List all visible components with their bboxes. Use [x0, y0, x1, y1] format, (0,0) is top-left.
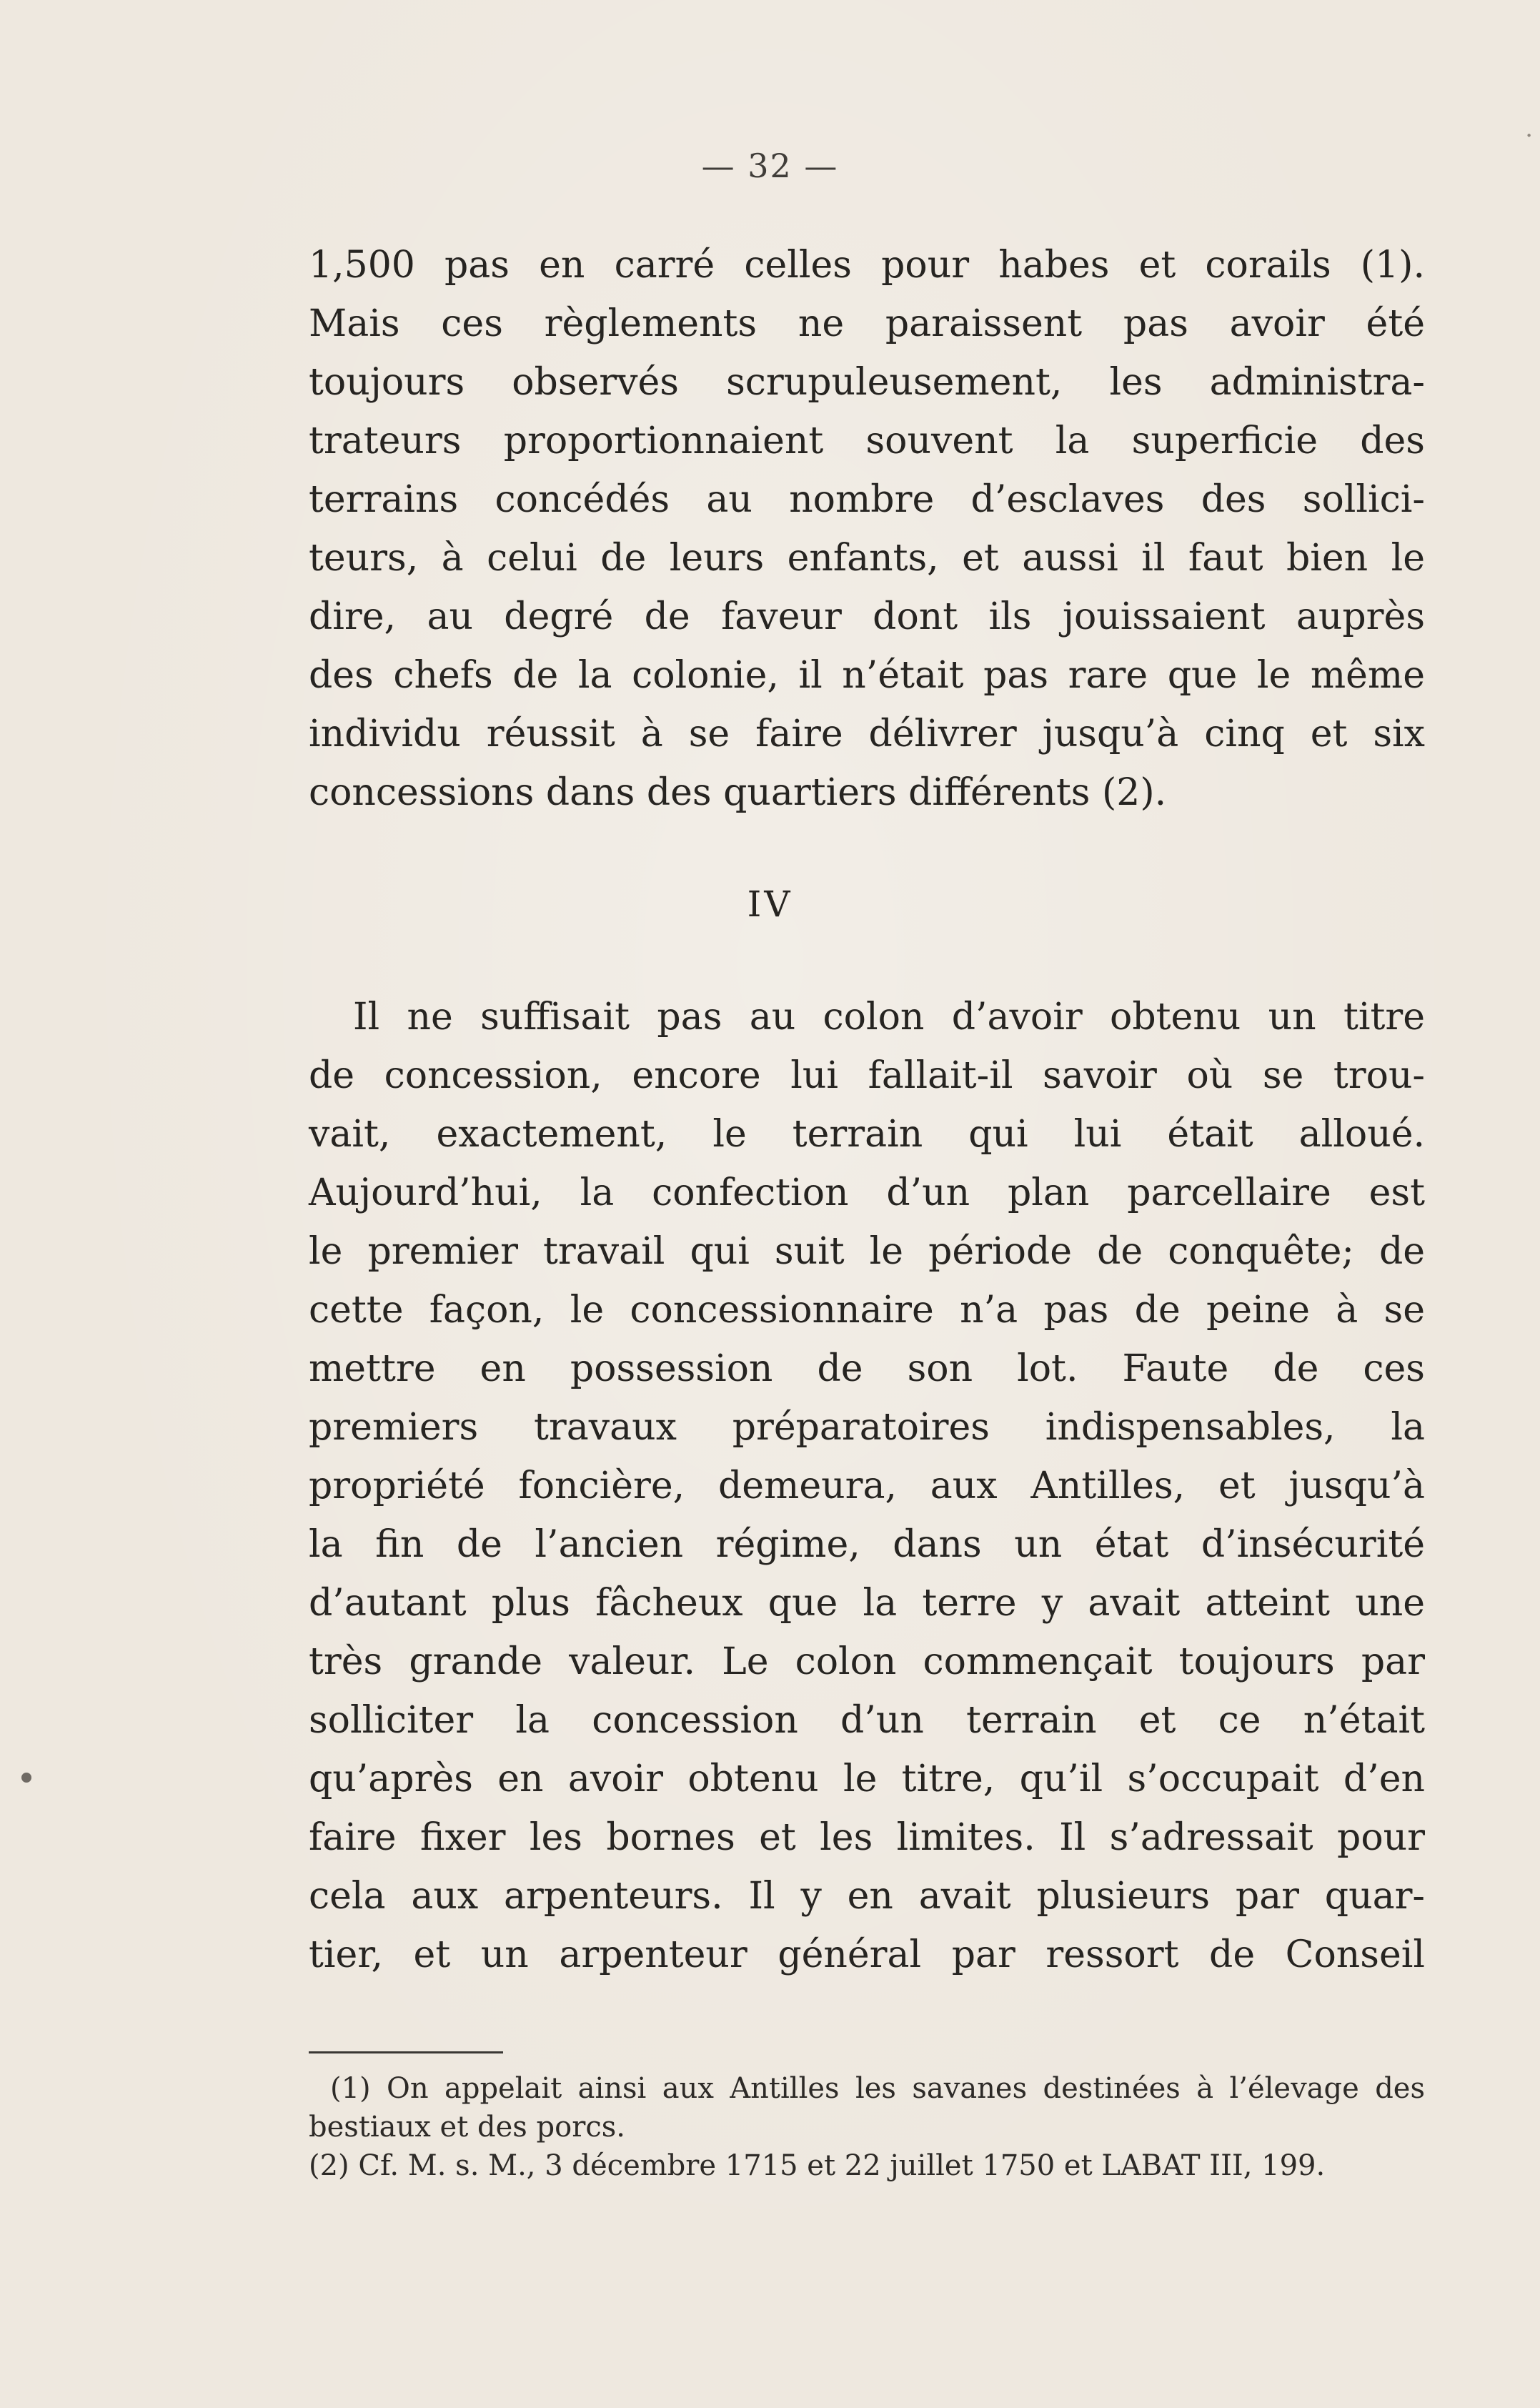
paragraph-2-line: faire fixer les bornes et les limites. Il s’adressait pour	[309, 1816, 1425, 1859]
paragraph-2	[309, 988, 1425, 1984]
footnote-line: (2) Cf. M. s. M., 3 décembre 1715 et 22 juillet 1750 et LABAT III, 199.	[309, 2149, 1326, 2182]
paragraph-2-line: mettre en possession de son lot. Faute de ces	[309, 1347, 1425, 1390]
margin-ink-dot	[21, 1773, 31, 1783]
paragraph-2-line: cette façon, le concessionnaire n’a pas de peine à se	[309, 1289, 1425, 1332]
footnotes	[309, 2069, 1425, 2185]
page-number: — 32 —	[701, 147, 839, 185]
paragraph-1-line: 1,500 pas en carré celles pour habes et corails (1).	[309, 244, 1425, 287]
paragraph-1-line: toujours observés scrupuleusement, les administra-	[309, 361, 1425, 404]
paragraph-2-line: qu’après en avoir obtenu le titre, qu’il s’occupait d’en	[309, 1758, 1425, 1800]
paragraph-1-line: trateurs proportionnaient souvent la superficie des	[309, 420, 1425, 462]
paragraph-2-line: d’autant plus fâcheux que la terre y avait atteint une	[309, 1582, 1425, 1625]
paragraph-1-line: concessions dans des quartiers différents (2).	[309, 771, 1167, 814]
footnote-1	[309, 2069, 1425, 2146]
paragraph-2-line: premiers travaux préparatoires indispensables, la	[309, 1406, 1425, 1449]
paragraph-1-line: Mais ces règlements ne paraissent pas avoir été	[309, 302, 1425, 345]
section-heading: IV	[747, 883, 793, 925]
paragraph-1-line: dire, au degré de faveur dont ils jouissaient auprès	[309, 595, 1425, 638]
footnote-line: (1) On appelait ainsi aux Antilles les savanes destinées à l’élevage des	[330, 2072, 1425, 2105]
paragraph-2-line: solliciter la concession d’un terrain et ce n’était	[309, 1699, 1425, 1742]
paragraph-2-line: le premier travail qui suit le période de conquête; de	[309, 1230, 1425, 1273]
margin-mark-top: ·	[1525, 122, 1533, 150]
paragraph-2-line: Aujourd’hui, la confection d’un plan parcellaire est	[309, 1171, 1425, 1214]
paragraph-2-line: tier, et un arpenteur général par ressort de Conseil	[309, 1933, 1425, 1976]
paragraph-2-line: de concession, encore lui fallait-il savoir où se trou-	[309, 1054, 1425, 1097]
footnote-divider	[309, 2051, 503, 2053]
paragraph-1-line: teurs, à celui de leurs enfants, et aussi il faut bien le	[309, 537, 1425, 580]
footnote-2	[309, 2146, 1425, 2185]
footnote-line: bestiaux et des porcs.	[309, 2111, 625, 2144]
paragraph-2-line: cela aux arpenteurs. Il y en avait plusieurs par quar-	[309, 1875, 1425, 1918]
paragraph-1-line: terrains concédés au nombre d’esclaves des sollici-	[309, 478, 1425, 521]
paragraph-2-line: la fin de l’ancien régime, dans un état d’insécurité	[309, 1523, 1425, 1566]
paragraph-1-line: individu réussit à se faire délivrer jusqu’à cinq et six	[309, 713, 1425, 755]
paragraph-2-line: Il ne suffisait pas au colon d’avoir obtenu un titre	[353, 996, 1425, 1039]
paragraph-2-line: vait, exactement, le terrain qui lui était alloué.	[309, 1113, 1425, 1156]
paragraph-2-line: propriété foncière, demeura, aux Antilles, et jusqu’à	[309, 1465, 1425, 1507]
paragraph-1	[309, 236, 1425, 822]
paragraph-2-line: très grande valeur. Le colon commençait toujours par	[309, 1640, 1425, 1683]
paragraph-1-line: des chefs de la colonie, il n’était pas rare que le même	[309, 654, 1425, 697]
